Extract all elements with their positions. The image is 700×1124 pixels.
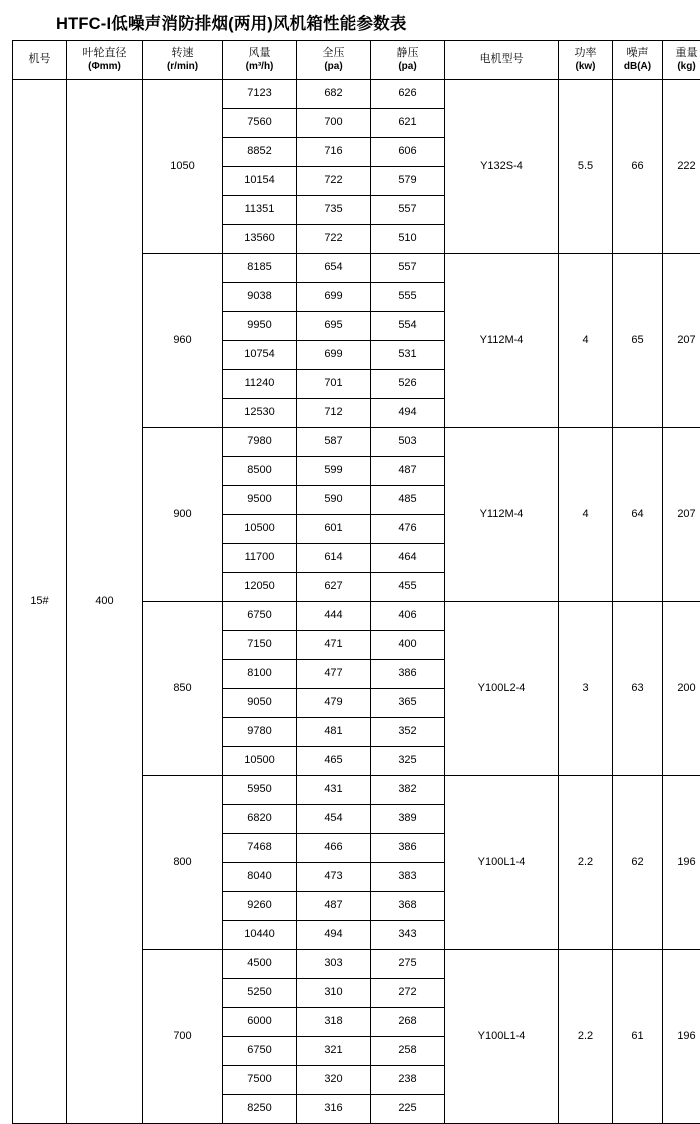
cell-noise: 65 bbox=[613, 254, 663, 428]
column-header-label: 机号 bbox=[29, 53, 51, 65]
cell-noise: 64 bbox=[613, 428, 663, 602]
column-header-unit: (m³/h) bbox=[223, 61, 296, 74]
column-header-label: 电机型号 bbox=[480, 53, 524, 65]
column-header bbox=[297, 41, 371, 80]
cell-static-pressure: 526 bbox=[371, 370, 445, 399]
cell-static-pressure: 238 bbox=[371, 1066, 445, 1095]
cell-flow: 8852 bbox=[223, 138, 297, 167]
cell-static-pressure: 386 bbox=[371, 660, 445, 689]
cell-static-pressure: 464 bbox=[371, 544, 445, 573]
cell-noise: 63 bbox=[613, 602, 663, 776]
column-header-label: 叶轮直径 bbox=[83, 47, 127, 59]
cell-total-pressure: 473 bbox=[297, 863, 371, 892]
column-header bbox=[445, 41, 559, 80]
cell-flow: 13560 bbox=[223, 225, 297, 254]
cell-static-pressure: 476 bbox=[371, 515, 445, 544]
cell-static-pressure: 626 bbox=[371, 80, 445, 109]
cell-static-pressure: 365 bbox=[371, 689, 445, 718]
cell-weight: 222 bbox=[663, 80, 700, 254]
column-header-unit: (kg) bbox=[663, 61, 700, 74]
cell-flow: 11351 bbox=[223, 196, 297, 225]
header-row bbox=[13, 41, 700, 80]
cell-flow: 10754 bbox=[223, 341, 297, 370]
cell-total-pressure: 722 bbox=[297, 225, 371, 254]
cell-weight: 200 bbox=[663, 602, 700, 776]
cell-total-pressure: 318 bbox=[297, 1008, 371, 1037]
column-header bbox=[67, 41, 143, 80]
cell-flow: 4500 bbox=[223, 950, 297, 979]
cell-total-pressure: 487 bbox=[297, 892, 371, 921]
cell-flow: 10500 bbox=[223, 515, 297, 544]
cell-flow: 9500 bbox=[223, 486, 297, 515]
cell-machine-no: 15# bbox=[13, 80, 67, 1124]
performance-parameter-table bbox=[12, 40, 700, 1124]
cell-total-pressure: 699 bbox=[297, 283, 371, 312]
cell-flow: 5950 bbox=[223, 776, 297, 805]
cell-static-pressure: 343 bbox=[371, 921, 445, 950]
cell-total-pressure: 444 bbox=[297, 602, 371, 631]
column-header bbox=[663, 41, 700, 80]
cell-flow: 7500 bbox=[223, 1066, 297, 1095]
cell-static-pressure: 389 bbox=[371, 805, 445, 834]
cell-flow: 10154 bbox=[223, 167, 297, 196]
cell-flow: 9780 bbox=[223, 718, 297, 747]
cell-total-pressure: 471 bbox=[297, 631, 371, 660]
column-header-label: 全压 bbox=[323, 47, 345, 59]
column-header-unit: (pa) bbox=[371, 61, 444, 74]
cell-static-pressure: 383 bbox=[371, 863, 445, 892]
cell-total-pressure: 303 bbox=[297, 950, 371, 979]
cell-total-pressure: 431 bbox=[297, 776, 371, 805]
cell-static-pressure: 579 bbox=[371, 167, 445, 196]
cell-total-pressure: 316 bbox=[297, 1095, 371, 1124]
column-header-unit: (pa) bbox=[297, 61, 370, 74]
page-title: HTFC-I低噪声消防排烟(两用)风机箱性能参数表 bbox=[12, 8, 688, 40]
cell-static-pressure: 352 bbox=[371, 718, 445, 747]
cell-weight: 196 bbox=[663, 950, 700, 1124]
cell-motor-model: Y100L2-4 bbox=[445, 602, 559, 776]
cell-total-pressure: 320 bbox=[297, 1066, 371, 1095]
cell-flow: 7468 bbox=[223, 834, 297, 863]
cell-total-pressure: 321 bbox=[297, 1037, 371, 1066]
cell-static-pressure: 382 bbox=[371, 776, 445, 805]
cell-static-pressure: 555 bbox=[371, 283, 445, 312]
cell-static-pressure: 557 bbox=[371, 196, 445, 225]
cell-power: 4 bbox=[559, 254, 613, 428]
cell-total-pressure: 682 bbox=[297, 80, 371, 109]
cell-total-pressure: 479 bbox=[297, 689, 371, 718]
cell-total-pressure: 735 bbox=[297, 196, 371, 225]
table-body bbox=[13, 80, 700, 1124]
cell-flow: 6000 bbox=[223, 1008, 297, 1037]
cell-flow: 9038 bbox=[223, 283, 297, 312]
table-row bbox=[13, 80, 700, 109]
column-header-unit: dB(A) bbox=[613, 61, 662, 74]
column-header-label: 风量 bbox=[249, 47, 271, 59]
cell-static-pressure: 225 bbox=[371, 1095, 445, 1124]
cell-static-pressure: 386 bbox=[371, 834, 445, 863]
cell-total-pressure: 494 bbox=[297, 921, 371, 950]
cell-static-pressure: 606 bbox=[371, 138, 445, 167]
cell-weight: 207 bbox=[663, 254, 700, 428]
cell-flow: 6820 bbox=[223, 805, 297, 834]
cell-speed: 700 bbox=[143, 950, 223, 1124]
cell-flow: 5250 bbox=[223, 979, 297, 1008]
cell-power: 5.5 bbox=[559, 80, 613, 254]
cell-total-pressure: 701 bbox=[297, 370, 371, 399]
cell-motor-model: Y132S-4 bbox=[445, 80, 559, 254]
column-header bbox=[13, 41, 67, 80]
cell-total-pressure: 716 bbox=[297, 138, 371, 167]
column-header-label: 噪声 bbox=[627, 47, 649, 59]
cell-motor-model: Y100L1-4 bbox=[445, 776, 559, 950]
cell-static-pressure: 557 bbox=[371, 254, 445, 283]
cell-flow: 7123 bbox=[223, 80, 297, 109]
cell-static-pressure: 621 bbox=[371, 109, 445, 138]
cell-total-pressure: 712 bbox=[297, 399, 371, 428]
column-header bbox=[613, 41, 663, 80]
cell-static-pressure: 455 bbox=[371, 573, 445, 602]
cell-noise: 66 bbox=[613, 80, 663, 254]
table-header bbox=[13, 41, 700, 80]
column-header bbox=[559, 41, 613, 80]
cell-flow: 9260 bbox=[223, 892, 297, 921]
cell-flow: 8250 bbox=[223, 1095, 297, 1124]
cell-speed: 850 bbox=[143, 602, 223, 776]
cell-static-pressure: 275 bbox=[371, 950, 445, 979]
column-header-label: 静压 bbox=[397, 47, 419, 59]
cell-flow: 12050 bbox=[223, 573, 297, 602]
cell-static-pressure: 494 bbox=[371, 399, 445, 428]
cell-static-pressure: 258 bbox=[371, 1037, 445, 1066]
cell-total-pressure: 599 bbox=[297, 457, 371, 486]
cell-static-pressure: 406 bbox=[371, 602, 445, 631]
cell-static-pressure: 554 bbox=[371, 312, 445, 341]
cell-power: 4 bbox=[559, 428, 613, 602]
cell-motor-model: Y112M-4 bbox=[445, 254, 559, 428]
cell-total-pressure: 465 bbox=[297, 747, 371, 776]
cell-total-pressure: 654 bbox=[297, 254, 371, 283]
cell-weight: 196 bbox=[663, 776, 700, 950]
cell-total-pressure: 722 bbox=[297, 167, 371, 196]
cell-flow: 10440 bbox=[223, 921, 297, 950]
cell-static-pressure: 368 bbox=[371, 892, 445, 921]
cell-total-pressure: 695 bbox=[297, 312, 371, 341]
column-header-label: 功率 bbox=[575, 47, 597, 59]
cell-motor-model: Y112M-4 bbox=[445, 428, 559, 602]
cell-impeller-diameter: 400 bbox=[67, 80, 143, 1124]
cell-flow: 7560 bbox=[223, 109, 297, 138]
cell-flow: 8100 bbox=[223, 660, 297, 689]
cell-total-pressure: 454 bbox=[297, 805, 371, 834]
cell-static-pressure: 485 bbox=[371, 486, 445, 515]
cell-flow: 7150 bbox=[223, 631, 297, 660]
cell-flow: 10500 bbox=[223, 747, 297, 776]
cell-total-pressure: 481 bbox=[297, 718, 371, 747]
column-header-unit: (Φmm) bbox=[67, 61, 142, 74]
column-header-unit: (r/min) bbox=[143, 61, 222, 74]
cell-flow: 11700 bbox=[223, 544, 297, 573]
cell-power: 2.2 bbox=[559, 950, 613, 1124]
cell-total-pressure: 477 bbox=[297, 660, 371, 689]
cell-power: 2.2 bbox=[559, 776, 613, 950]
cell-power: 3 bbox=[559, 602, 613, 776]
cell-static-pressure: 503 bbox=[371, 428, 445, 457]
cell-flow: 7980 bbox=[223, 428, 297, 457]
cell-total-pressure: 310 bbox=[297, 979, 371, 1008]
cell-speed: 800 bbox=[143, 776, 223, 950]
cell-noise: 62 bbox=[613, 776, 663, 950]
column-header-label: 重量 bbox=[676, 47, 698, 59]
cell-flow: 8185 bbox=[223, 254, 297, 283]
cell-flow: 11240 bbox=[223, 370, 297, 399]
cell-flow: 8040 bbox=[223, 863, 297, 892]
column-header bbox=[371, 41, 445, 80]
cell-flow: 8500 bbox=[223, 457, 297, 486]
cell-total-pressure: 587 bbox=[297, 428, 371, 457]
cell-total-pressure: 466 bbox=[297, 834, 371, 863]
cell-flow: 6750 bbox=[223, 1037, 297, 1066]
cell-static-pressure: 325 bbox=[371, 747, 445, 776]
cell-weight: 207 bbox=[663, 428, 700, 602]
cell-static-pressure: 400 bbox=[371, 631, 445, 660]
cell-static-pressure: 487 bbox=[371, 457, 445, 486]
cell-total-pressure: 614 bbox=[297, 544, 371, 573]
cell-static-pressure: 272 bbox=[371, 979, 445, 1008]
cell-speed: 900 bbox=[143, 428, 223, 602]
cell-speed: 1050 bbox=[143, 80, 223, 254]
column-header-unit: (kw) bbox=[559, 61, 612, 74]
cell-total-pressure: 627 bbox=[297, 573, 371, 602]
column-header bbox=[223, 41, 297, 80]
cell-static-pressure: 510 bbox=[371, 225, 445, 254]
cell-motor-model: Y100L1-4 bbox=[445, 950, 559, 1124]
cell-speed: 960 bbox=[143, 254, 223, 428]
cell-static-pressure: 531 bbox=[371, 341, 445, 370]
cell-flow: 12530 bbox=[223, 399, 297, 428]
cell-static-pressure: 268 bbox=[371, 1008, 445, 1037]
cell-total-pressure: 590 bbox=[297, 486, 371, 515]
cell-noise: 61 bbox=[613, 950, 663, 1124]
column-header-label: 转速 bbox=[172, 47, 194, 59]
cell-flow: 9950 bbox=[223, 312, 297, 341]
cell-total-pressure: 601 bbox=[297, 515, 371, 544]
cell-flow: 6750 bbox=[223, 602, 297, 631]
cell-flow: 9050 bbox=[223, 689, 297, 718]
cell-total-pressure: 700 bbox=[297, 109, 371, 138]
column-header bbox=[143, 41, 223, 80]
cell-total-pressure: 699 bbox=[297, 341, 371, 370]
